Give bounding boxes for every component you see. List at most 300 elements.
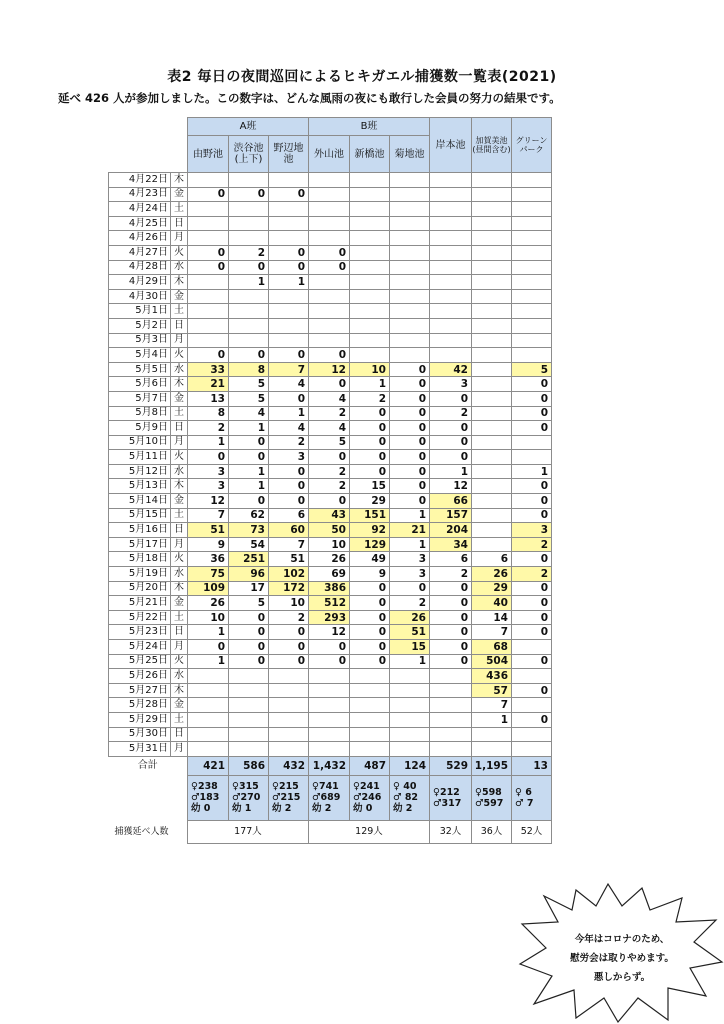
cell-yuno: 0 — [188, 187, 229, 202]
table-row — [109, 187, 552, 202]
cell-nobe: 51 — [269, 552, 309, 567]
cell-yuno: 0 — [188, 260, 229, 275]
total-kishimoto: 529 — [430, 756, 472, 775]
cell-sotoyama: 0 — [309, 494, 350, 509]
row-date: 5月15日 — [109, 508, 171, 523]
cell-kishimoto: 0 — [430, 421, 472, 436]
cell-shibuya — [229, 318, 269, 333]
cell-shibuya: 0 — [229, 187, 269, 202]
cell-green — [512, 727, 552, 742]
cell-kagami — [472, 391, 512, 406]
cell-yuno: 1 — [188, 435, 229, 450]
cell-shibuya — [229, 202, 269, 217]
col-header-shibuya: 渋谷池(上下) — [229, 136, 269, 173]
cell-sotoyama: 2 — [309, 479, 350, 494]
cell-shinbashi: 9 — [350, 567, 390, 582]
row-weekday: 水 — [171, 464, 188, 479]
cell-sotoyama: 0 — [309, 260, 350, 275]
cell-yuno — [188, 275, 229, 290]
cell-kishimoto — [430, 727, 472, 742]
table-row — [109, 567, 552, 582]
row-date: 5月14日 — [109, 494, 171, 509]
cell-sotoyama — [309, 742, 350, 757]
cell-kikuchi — [390, 333, 430, 348]
cell-kikuchi: 3 — [390, 567, 430, 582]
row-date: 5月2日 — [109, 318, 171, 333]
cell-nobe — [269, 216, 309, 231]
cell-kagami — [472, 537, 512, 552]
cell-shibuya: 4 — [229, 406, 269, 421]
cell-nobe: 0 — [269, 245, 309, 260]
cell-kikuchi — [390, 742, 430, 757]
row-date: 4月22日 — [109, 173, 171, 188]
cell-shinbashi — [350, 333, 390, 348]
cell-shinbashi — [350, 698, 390, 713]
cell-kishimoto: 0 — [430, 391, 472, 406]
cell-shibuya — [229, 727, 269, 742]
cell-sotoyama: 26 — [309, 552, 350, 567]
cell-green: 0 — [512, 508, 552, 523]
cell-kagami — [472, 494, 512, 509]
cell-kishimoto: 0 — [430, 450, 472, 465]
row-weekday: 金 — [171, 391, 188, 406]
cell-kikuchi — [390, 260, 430, 275]
table-row — [109, 698, 552, 713]
cell-shibuya: 96 — [229, 567, 269, 582]
cell-sotoyama: 69 — [309, 567, 350, 582]
cell-green — [512, 698, 552, 713]
cell-yuno: 75 — [188, 567, 229, 582]
row-date: 5月5日 — [109, 362, 171, 377]
cell-sotoyama: 4 — [309, 421, 350, 436]
row-weekday: 金 — [171, 596, 188, 611]
cell-kagami — [472, 216, 512, 231]
cell-shibuya — [229, 669, 269, 684]
cell-kagami — [472, 187, 512, 202]
cell-shinbashi: 0 — [350, 625, 390, 640]
table-row — [109, 231, 552, 246]
table-row — [109, 406, 552, 421]
cell-yuno — [188, 173, 229, 188]
cell-kagami — [472, 245, 512, 260]
table-row — [109, 216, 552, 231]
cell-sotoyama — [309, 216, 350, 231]
table-row — [109, 421, 552, 436]
cell-shinbashi — [350, 216, 390, 231]
cell-shibuya: 5 — [229, 391, 269, 406]
col-header-green: グリーンパーク — [512, 118, 552, 173]
cell-kagami: 7 — [472, 698, 512, 713]
cell-sotoyama — [309, 304, 350, 319]
cell-nobe: 7 — [269, 537, 309, 552]
cell-kikuchi: 0 — [390, 391, 430, 406]
cell-shibuya: 1 — [229, 421, 269, 436]
cell-shinbashi — [350, 202, 390, 217]
cell-kikuchi — [390, 187, 430, 202]
row-weekday: 木 — [171, 581, 188, 596]
table-row — [109, 669, 552, 684]
cell-kagami: 6 — [472, 552, 512, 567]
cell-kagami — [472, 464, 512, 479]
cell-kikuchi: 0 — [390, 450, 430, 465]
cell-kishimoto — [430, 683, 472, 698]
page-title: 表2 毎日の夜間巡回によるヒキガエル捕獲数一覧表(2021) — [167, 69, 557, 85]
cell-shinbashi: 151 — [350, 508, 390, 523]
cell-nobe — [269, 742, 309, 757]
cell-shinbashi — [350, 318, 390, 333]
row-date: 5月26日 — [109, 669, 171, 684]
cell-kishimoto — [430, 698, 472, 713]
cell-yuno — [188, 742, 229, 757]
row-weekday: 土 — [171, 712, 188, 727]
table-row — [109, 479, 552, 494]
total-nobe: 432 — [269, 756, 309, 775]
cell-shibuya — [229, 333, 269, 348]
cell-shibuya: 0 — [229, 450, 269, 465]
totals-label: 合計 — [137, 760, 158, 771]
cell-kishimoto: 66 — [430, 494, 472, 509]
row-date: 5月7日 — [109, 391, 171, 406]
row-weekday: 火 — [171, 654, 188, 669]
cell-kishimoto — [430, 245, 472, 260]
cell-shibuya — [229, 742, 269, 757]
cell-yuno: 21 — [188, 377, 229, 392]
cell-nobe: 102 — [269, 567, 309, 582]
cell-nobe: 6 — [269, 508, 309, 523]
cell-yuno: 0 — [188, 245, 229, 260]
cell-kishimoto — [430, 216, 472, 231]
table-row — [109, 712, 552, 727]
cell-green — [512, 640, 552, 655]
cell-yuno: 26 — [188, 596, 229, 611]
cell-shinbashi — [350, 260, 390, 275]
cell-sotoyama — [309, 202, 350, 217]
cell-nobe — [269, 333, 309, 348]
cell-shinbashi: 0 — [350, 406, 390, 421]
cell-kishimoto — [430, 669, 472, 684]
cell-kagami: 14 — [472, 610, 512, 625]
cell-green: 0 — [512, 391, 552, 406]
cell-nobe — [269, 202, 309, 217]
cell-yuno: 0 — [188, 450, 229, 465]
row-weekday: 木 — [171, 377, 188, 392]
cell-kikuchi: 0 — [390, 435, 430, 450]
cell-yuno: 3 — [188, 479, 229, 494]
table-row — [109, 742, 552, 757]
row-weekday: 日 — [171, 318, 188, 333]
cell-sotoyama — [309, 187, 350, 202]
row-date: 4月27日 — [109, 245, 171, 260]
cell-nobe: 2 — [269, 610, 309, 625]
cell-yuno — [188, 683, 229, 698]
cell-kishimoto — [430, 275, 472, 290]
row-weekday: 土 — [171, 202, 188, 217]
row-weekday: 火 — [171, 552, 188, 567]
cell-shibuya: 0 — [229, 260, 269, 275]
cell-shibuya: 54 — [229, 537, 269, 552]
cell-green: 0 — [512, 406, 552, 421]
cell-kishimoto: 0 — [430, 596, 472, 611]
cell-yuno: 10 — [188, 610, 229, 625]
cell-kagami — [472, 727, 512, 742]
page-subtitle: 延べ 426 人が参加しました。この数字は、どんな風雨の夜にも敢行した会員の努力の結果です。 — [58, 91, 561, 105]
callout-text — [542, 930, 702, 987]
cell-kishimoto: 0 — [430, 654, 472, 669]
cell-kagami — [472, 508, 512, 523]
cell-nobe: 2 — [269, 435, 309, 450]
group-b-header: B班 — [309, 118, 430, 136]
cell-shibuya: 2 — [229, 245, 269, 260]
sex-breakdown-sotoyama: ♀741 ♂689 幼 2 — [309, 775, 350, 820]
cell-kishimoto — [430, 742, 472, 757]
row-weekday: 月 — [171, 231, 188, 246]
cell-shinbashi — [350, 304, 390, 319]
cell-nobe: 0 — [269, 260, 309, 275]
cell-shibuya: 0 — [229, 435, 269, 450]
cell-sotoyama: 0 — [309, 348, 350, 363]
cell-green: 0 — [512, 596, 552, 611]
table-row — [109, 260, 552, 275]
cell-nobe: 0 — [269, 464, 309, 479]
cell-nobe — [269, 683, 309, 698]
cell-sotoyama — [309, 727, 350, 742]
cell-shinbashi: 15 — [350, 479, 390, 494]
cell-sotoyama — [309, 318, 350, 333]
cell-kikuchi — [390, 275, 430, 290]
cell-green — [512, 289, 552, 304]
cell-kikuchi: 1 — [390, 508, 430, 523]
capture-table — [108, 117, 552, 844]
row-weekday: 日 — [171, 216, 188, 231]
row-weekday: 水 — [171, 260, 188, 275]
cell-yuno: 9 — [188, 537, 229, 552]
cell-nobe: 0 — [269, 654, 309, 669]
row-weekday: 水 — [171, 669, 188, 684]
cell-nobe — [269, 304, 309, 319]
row-date: 5月20日 — [109, 581, 171, 596]
cell-shibuya: 1 — [229, 479, 269, 494]
row-weekday: 日 — [171, 727, 188, 742]
cell-kishimoto — [430, 304, 472, 319]
cell-kikuchi: 0 — [390, 581, 430, 596]
col-header-kishimoto: 岸本池 — [430, 118, 472, 173]
cell-green — [512, 304, 552, 319]
cell-shibuya — [229, 289, 269, 304]
table-row — [109, 640, 552, 655]
cell-green — [512, 742, 552, 757]
cell-kishimoto: 0 — [430, 610, 472, 625]
cell-shibuya: 0 — [229, 494, 269, 509]
row-date: 5月1日 — [109, 304, 171, 319]
row-date: 5月12日 — [109, 464, 171, 479]
cell-sotoyama — [309, 683, 350, 698]
cell-shinbashi: 0 — [350, 581, 390, 596]
cell-kagami — [472, 435, 512, 450]
cell-shinbashi — [350, 348, 390, 363]
cell-green: 0 — [512, 494, 552, 509]
cell-nobe: 60 — [269, 523, 309, 538]
cell-green — [512, 318, 552, 333]
cell-yuno: 7 — [188, 508, 229, 523]
col-header-yuno: 由野池 — [188, 136, 229, 173]
cell-sotoyama: 10 — [309, 537, 350, 552]
cell-shibuya — [229, 173, 269, 188]
cell-kagami — [472, 523, 512, 538]
cell-kikuchi: 26 — [390, 610, 430, 625]
cell-green — [512, 333, 552, 348]
cell-sotoyama: 50 — [309, 523, 350, 538]
cell-kikuchi — [390, 289, 430, 304]
cell-shinbashi — [350, 727, 390, 742]
sex-breakdown-green: ♀ 6 ♂ 7 — [512, 775, 552, 820]
row-weekday: 木 — [171, 275, 188, 290]
row-weekday: 日 — [171, 625, 188, 640]
row-date: 5月21日 — [109, 596, 171, 611]
capture-table-wrapper — [108, 117, 552, 844]
table-body — [109, 173, 552, 757]
cell-kagami — [472, 742, 512, 757]
cell-green: 0 — [512, 610, 552, 625]
sex-breakdown-kagami: ♀598 ♂597 — [472, 775, 512, 820]
cell-kikuchi: 1 — [390, 654, 430, 669]
sex-breakdown-nobe: ♀215 ♂215 幼 2 — [269, 775, 309, 820]
cell-shibuya: 0 — [229, 610, 269, 625]
cell-nobe — [269, 727, 309, 742]
cell-kishimoto — [430, 187, 472, 202]
row-date: 5月4日 — [109, 348, 171, 363]
cell-kishimoto: 0 — [430, 435, 472, 450]
table-row — [109, 610, 552, 625]
sex-breakdown-yuno: ♀238 ♂183 幼 0 — [188, 775, 229, 820]
table-row — [109, 523, 552, 538]
cell-shinbashi: 92 — [350, 523, 390, 538]
row-date: 5月31日 — [109, 742, 171, 757]
cell-shinbashi — [350, 289, 390, 304]
row-weekday: 土 — [171, 304, 188, 319]
participants-kishimoto: 32人 — [430, 820, 472, 843]
cell-sotoyama — [309, 275, 350, 290]
table-row — [109, 173, 552, 188]
cell-green — [512, 435, 552, 450]
cell-kagami — [472, 289, 512, 304]
cell-nobe: 10 — [269, 596, 309, 611]
row-weekday: 水 — [171, 567, 188, 582]
cell-kishimoto: 1 — [430, 464, 472, 479]
cell-yuno — [188, 727, 229, 742]
cell-kishimoto: 12 — [430, 479, 472, 494]
cell-kishimoto — [430, 712, 472, 727]
cell-green — [512, 173, 552, 188]
cell-kishimoto: 34 — [430, 537, 472, 552]
cell-nobe: 3 — [269, 450, 309, 465]
row-weekday: 木 — [171, 479, 188, 494]
table-row — [109, 654, 552, 669]
row-date: 5月13日 — [109, 479, 171, 494]
cell-green — [512, 202, 552, 217]
cell-yuno: 0 — [188, 348, 229, 363]
row-date: 5月11日 — [109, 450, 171, 465]
cell-kagami — [472, 450, 512, 465]
row-date: 5月25日 — [109, 654, 171, 669]
cell-shinbashi: 0 — [350, 596, 390, 611]
row-date: 4月25日 — [109, 216, 171, 231]
row-date: 4月30日 — [109, 289, 171, 304]
cell-yuno: 0 — [188, 640, 229, 655]
cell-kikuchi — [390, 669, 430, 684]
cell-nobe — [269, 712, 309, 727]
cell-shinbashi: 1 — [350, 377, 390, 392]
row-date: 5月29日 — [109, 712, 171, 727]
sex-breakdown-row — [109, 775, 552, 820]
col-header-kikuchi: 菊地池 — [390, 136, 430, 173]
cell-kikuchi: 0 — [390, 421, 430, 436]
cell-sotoyama — [309, 698, 350, 713]
cell-kagami: 504 — [472, 654, 512, 669]
cell-kikuchi — [390, 712, 430, 727]
table-row — [109, 245, 552, 260]
cell-kagami: 26 — [472, 567, 512, 582]
cell-nobe: 0 — [269, 640, 309, 655]
cell-shibuya: 0 — [229, 654, 269, 669]
cell-shibuya: 73 — [229, 523, 269, 538]
col-header-shinbashi: 新橋池 — [350, 136, 390, 173]
cell-sotoyama: 0 — [309, 640, 350, 655]
cell-kikuchi — [390, 202, 430, 217]
cell-green: 0 — [512, 625, 552, 640]
table-row — [109, 318, 552, 333]
row-weekday: 金 — [171, 698, 188, 713]
row-date: 5月23日 — [109, 625, 171, 640]
cell-yuno — [188, 231, 229, 246]
cell-kikuchi: 1 — [390, 537, 430, 552]
row-weekday: 土 — [171, 508, 188, 523]
cell-yuno: 1 — [188, 654, 229, 669]
cell-kikuchi — [390, 348, 430, 363]
row-date: 5月18日 — [109, 552, 171, 567]
table-row — [109, 581, 552, 596]
table-row — [109, 625, 552, 640]
cell-kikuchi — [390, 727, 430, 742]
cell-shibuya: 1 — [229, 275, 269, 290]
cell-green: 0 — [512, 712, 552, 727]
table-row — [109, 450, 552, 465]
cell-kagami — [472, 318, 512, 333]
cell-kikuchi: 0 — [390, 494, 430, 509]
cell-yuno: 51 — [188, 523, 229, 538]
cell-green — [512, 450, 552, 465]
cell-shibuya — [229, 712, 269, 727]
cell-yuno: 36 — [188, 552, 229, 567]
cell-green: 1 — [512, 464, 552, 479]
cell-sotoyama: 0 — [309, 245, 350, 260]
cell-green — [512, 669, 552, 684]
cell-nobe: 1 — [269, 406, 309, 421]
cell-nobe — [269, 318, 309, 333]
cell-nobe: 1 — [269, 275, 309, 290]
cell-shinbashi — [350, 173, 390, 188]
col-header-sotoyama: 外山池 — [309, 136, 350, 173]
cell-sotoyama: 293 — [309, 610, 350, 625]
sex-breakdown-shibuya: ♀315 ♂270 幼 1 — [229, 775, 269, 820]
cell-shibuya: 0 — [229, 640, 269, 655]
cell-kikuchi: 0 — [390, 362, 430, 377]
cell-nobe: 4 — [269, 377, 309, 392]
cell-shibuya — [229, 698, 269, 713]
cell-shinbashi: 0 — [350, 464, 390, 479]
cell-kikuchi — [390, 231, 430, 246]
cell-nobe: 0 — [269, 348, 309, 363]
cell-sotoyama — [309, 669, 350, 684]
